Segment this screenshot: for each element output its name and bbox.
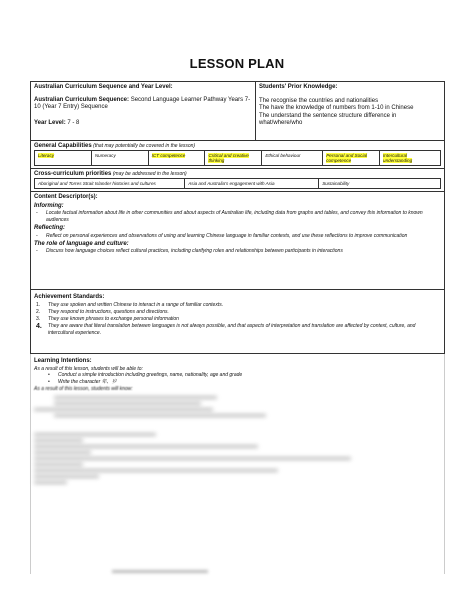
- lesson-plan-table: [30, 81, 445, 574]
- footer-blurred: [112, 570, 208, 573]
- as-heading: Achievement Standards:: [34, 294, 105, 301]
- cross-curriculum-cell: [31, 169, 445, 192]
- curriculum-sequence: Australian Curriculum Sequence: Second Language Learner Pathway Years 7-10 (Year 7 Entry) Sequence: [34, 96, 251, 110]
- ccp-note: (may be addressed in the lesson): [112, 171, 187, 178]
- prior-knowledge-heading: Students' Prior Knowledge:: [259, 84, 338, 90]
- ccp-list: [34, 178, 441, 189]
- gc-item-numeracy: Numeracy: [94, 152, 116, 158]
- cd-section-text: - Discuss how language choices reflect cultural practices, including clarifying roles and relationships between participants in interactions: [34, 248, 441, 255]
- li-heading: Learning Intentions:: [34, 358, 92, 365]
- year-level: [34, 120, 252, 128]
- year-level-value: 7 - 8: [67, 119, 80, 126]
- curriculum-cell: [31, 82, 256, 141]
- ccp-heading: Cross-curriculum priorities: [34, 171, 112, 178]
- gc-item-ict: ICT competence: [151, 152, 186, 158]
- li-item: • Conduct a simple introduction including greetings, name, nationality, age and grade: [34, 372, 441, 379]
- curriculum-heading: Australian Curriculum Sequence and Year Level:: [34, 84, 173, 90]
- li-second-intro: As a result of this lesson, students will know:: [34, 386, 133, 393]
- lesson-plan-document: [30, 81, 444, 574]
- page-title: LESSON PLAN: [189, 56, 285, 71]
- cd-section-text: - Locate factual information about life in other communities and about aspects of Australian life, including data from graphs and tables, and convey this information to known audiences: [34, 210, 441, 224]
- cd-section-text: - Reflect on personal experiences and observations of using and learning Chinese language in familiar contexts, and use these reflections to improve communication: [34, 233, 441, 240]
- ccp-item-sustainability: Sustainability: [322, 180, 350, 186]
- gc-item-personal: Personal and Social competence: [326, 152, 368, 163]
- general-capabilities-cell: [31, 141, 445, 169]
- content-descriptors-cell: [31, 192, 445, 290]
- as-item: 3. They use known phrases to exchange personal information: [36, 315, 179, 322]
- gc-item-literacy: Literacy: [38, 152, 55, 158]
- li-intro: As a result of this lesson, students will be able to:: [34, 365, 143, 372]
- cd-section-title: Informing:: [34, 202, 64, 209]
- gc-item-critical: Critical and creative thinking: [208, 152, 249, 163]
- cd-heading: Content Descriptor(s):: [34, 194, 98, 201]
- prior-knowledge-line: The recognise the countries and nationalities: [259, 97, 379, 104]
- gc-heading: General Capabilities: [34, 143, 92, 149]
- sequence-value: Second Language Learner Pathway Years 7-10 (Year 7 Entry) Sequence: [34, 96, 251, 110]
- cd-section-title: Reflecting:: [34, 225, 66, 232]
- as-item: 1. They use spoken and written Chinese to interact in a range of familiar contexts.: [36, 301, 224, 308]
- prior-knowledge-cell: [256, 82, 445, 141]
- as-item: 4. They are aware that literal translation between languages is not always possible, and that aspects of interpretation and translation are affected by context, culture, and intercultural experience.: [36, 322, 416, 336]
- sequence-label: Australian Curriculum Sequence: [34, 96, 128, 103]
- prior-knowledge-line: The understand the sentence structure difference in what/where/who: [259, 112, 397, 126]
- year-level-label: Year Level:: [34, 119, 66, 126]
- ccp-item-aboriginal: Aboriginal and Torres Strait Islander histories and cultures: [38, 180, 156, 186]
- gc-list: [34, 150, 441, 167]
- li-item: • Write the character 年、岁: [34, 379, 441, 386]
- learning-intentions-cell: [31, 354, 445, 574]
- as-item: 2. They respond to instructions, questions and directions.: [36, 308, 169, 315]
- gc-item-ethical: Ethical behaviour: [265, 152, 301, 158]
- redacted-content: [34, 396, 441, 484]
- ccp-item-asia: Asia and Australia's engagement with Asia: [188, 180, 275, 186]
- prior-knowledge-line: The have the knowledge of numbers from 1-10 in Chinese: [259, 105, 414, 111]
- gc-item-intercultural: Intercultural understanding: [383, 152, 413, 163]
- gc-note: (that may potentially be covered in the lesson): [93, 143, 196, 149]
- cd-section-title: The role of language and culture:: [34, 240, 129, 247]
- achievement-standards-cell: [31, 290, 445, 354]
